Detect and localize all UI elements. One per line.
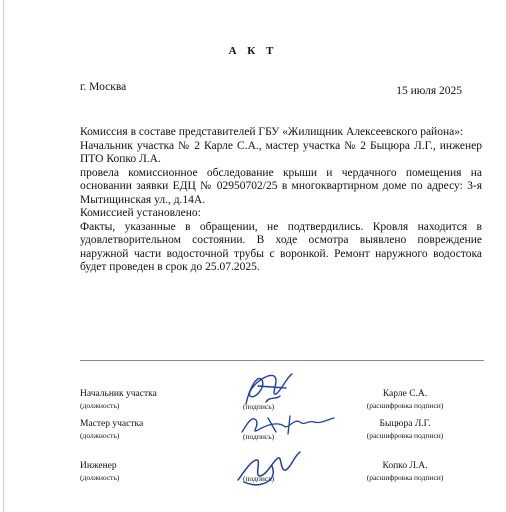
body-paragraph-findings: Факты, указанные в обращении, не подтвердились. Кровля находится в удовлетворительном состоянии. В ходе осмотра выявлено повреждение наружной части водосточной трубы с воронкой. Ремонт наружного водостока будет проведен в срок до 25.07.2025. [80,220,482,273]
position-label: Инженер [80,461,117,471]
document-city: г. Москва [80,81,127,93]
name-label: Быцюра Л.Г. [379,419,431,429]
signature-row-2-name [355,419,455,441]
body-paragraph-members: Начальник участка № 2 Карле С.А., мастер участка № 2 Быцюра Л.Г., инженер ПТО Копко Л.А. [80,139,482,165]
document-body [80,126,482,275]
handwritten-signature-1 [236,366,306,414]
signature-row-1-position [80,389,157,411]
name-caption: (расшифровка подписи) [366,431,444,440]
document-title: А К Т [228,45,278,57]
signature-row-1-name [355,389,455,411]
name-caption: (расшифровка подписи) [366,473,444,482]
body-paragraph-commission: Комиссия в составе представителей ГБУ «Жилищник Алексеевского района»: [80,126,464,138]
handwritten-signature-3 [232,446,312,488]
position-caption: (должность) [80,401,120,410]
signature-row-3-position [80,461,119,483]
signature-row-3-name [355,461,455,483]
position-label: Начальник участка [80,389,157,399]
position-caption: (должность) [80,473,120,482]
position-label: Мастер участка [80,419,144,429]
signature-row-2-position [80,419,143,441]
signature-caption: (подпись) [243,432,275,441]
position-caption: (должность) [80,431,120,440]
name-label: Карле С.А. [382,389,428,399]
divider-line [80,360,484,361]
name-caption: (расшифровка подписи) [366,401,444,410]
signature-caption: (подпись) [243,474,275,483]
body-paragraph-inspection: провела комиссионное обследование крыши и чердачного помещения на основании заявки ЕДЦ № 02950702/25 в многоквартирном доме по адресу: 3-я Мытищинская ул., д.14А. [80,166,482,206]
name-label: Копко Л.А. [382,461,428,471]
page-edge [3,0,4,512]
document-date: 15 июля 2025 [396,85,462,97]
body-paragraph-established: Комиссией установлено: [80,207,201,219]
handwritten-signature-2 [238,408,338,440]
signature-caption: (подпись) [243,402,275,411]
